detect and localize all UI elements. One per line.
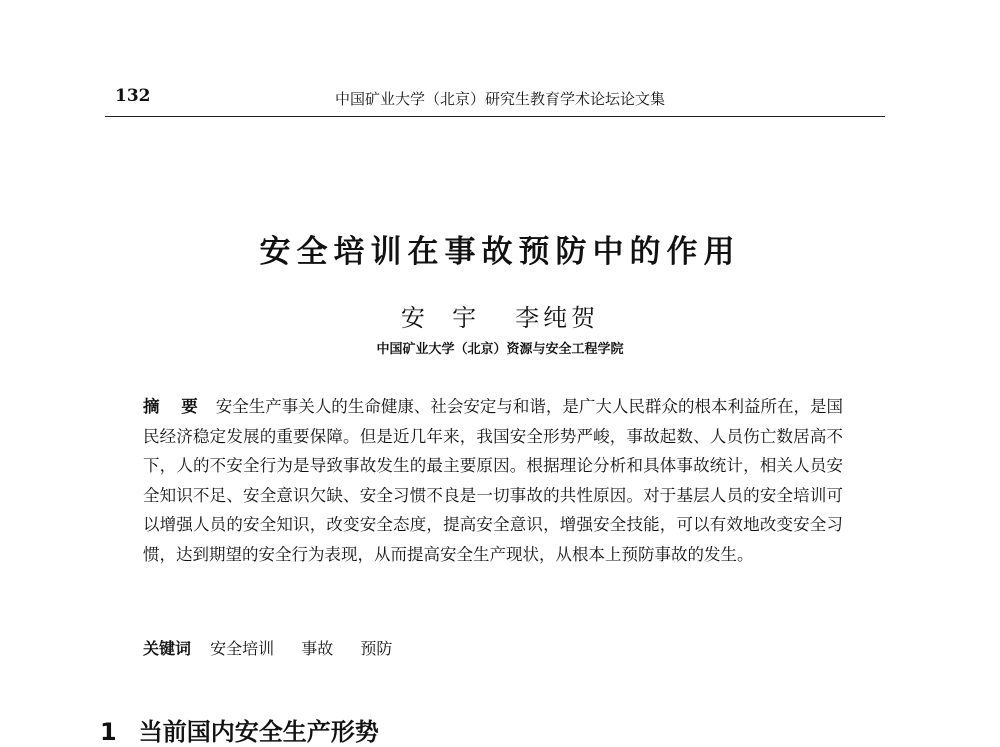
abstract xyxy=(143,392,843,570)
abstract-label: 摘 要 xyxy=(143,397,206,416)
keyword-item: 安全培训 xyxy=(210,639,275,658)
section-number: 1 xyxy=(100,718,117,746)
article-title: 安全培训在事故预防中的作用 xyxy=(259,234,741,270)
abstract-text: 安全生产事关人的生命健康、社会安定与和谐，是广大人民群众的根本利益所在，是国民经济稳定发展的重要保障。但是近几年来，我国安全形势严峻，事故起数、人员伤亡数居高不下，人的不安全行为是导致事故发生的最主要原因。根据理论分析和具体事故统计，相关人员安全知识不足、安全意识欠缺、安全习惯不良是一切事故的共性原因。对于基层人员的安全培训可以增强人员的安全知识，改变安全态度，提高安全意识，增强安全技能，可以有效地改变安全习惯，达到期望的安全行为表现，从而提高安全生产现状，从根本上预防事故的发生。 xyxy=(143,397,843,564)
authors: 安 宇 李纯贺 xyxy=(400,304,600,332)
keywords xyxy=(143,636,843,659)
keyword-item: 预防 xyxy=(360,639,393,658)
header-rule xyxy=(105,116,885,117)
page-number: 132 xyxy=(115,86,151,106)
keyword-item: 事故 xyxy=(301,639,334,658)
keywords-label: 关键词 xyxy=(143,639,192,658)
section-heading xyxy=(100,712,379,747)
affiliation: 中国矿业大学（北京）资源与安全工程学院 xyxy=(376,342,624,357)
running-header: 中国矿业大学（北京）研究生教育学术论坛论文集 xyxy=(334,90,665,108)
section-title: 当前国内安全生产形势 xyxy=(138,718,379,746)
